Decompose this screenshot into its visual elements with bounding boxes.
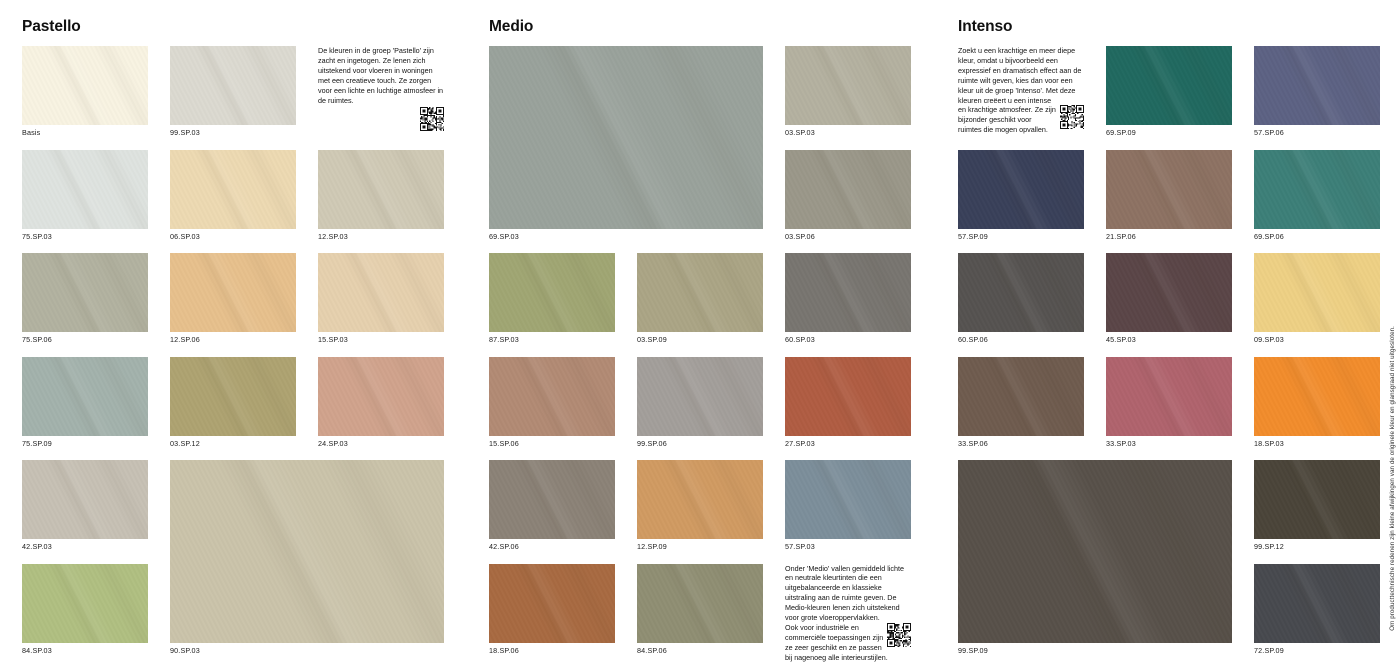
swatch-cell [1106,150,1232,241]
swatch-label: 09.SP.03 [1254,335,1284,344]
color-swatch [785,357,911,436]
swatch-cell [785,46,911,137]
color-swatch [489,253,615,332]
swatch-cell [1106,253,1232,344]
color-swatch [958,357,1084,436]
swatch-label: 84.SP.03 [22,645,52,655]
swatch-label: 12.SP.03 [318,231,348,241]
swatch-cell [958,357,1084,448]
intenso-description-text: Zoekt u een krachtige en meer diepe kleur, omdat u bijvoorbeeld een expressief en dramatisch effect aan de ruimte wilt geven, kies dan voor een kleur uit de groep 'Intenso'. Met deze kleuren creëert u een intense en krachtige atmosfeer. Ze zijn bijzonder geschikt voor ruimtes die mogen opvallen. [958,46,1084,135]
swatch-label: 03.SP.09 [637,335,667,344]
swatch-label: 42.SP.06 [489,542,519,551]
color-swatch [1106,150,1232,229]
swatch-label: 99.SP.09 [958,645,988,655]
color-swatch [22,46,148,125]
swatch-cell [1254,46,1380,137]
swatch-cell [1106,357,1232,448]
swatch-cell [785,150,911,241]
swatch-label: 15.SP.06 [489,438,519,448]
swatch-label: 33.SP.03 [1106,438,1136,448]
section-title-medio: Medio [489,18,534,35]
swatch-cell [22,253,148,344]
swatch-label: 18.SP.06 [489,645,519,655]
qr-code-icon [887,623,911,647]
pastello-swatch-grid [22,46,444,655]
color-swatch [785,460,911,539]
color-swatch [1254,150,1380,229]
swatch-cell [785,460,911,551]
color-swatch [318,150,444,229]
swatch-label: 69.SP.09 [1106,128,1136,137]
swatch-label: 03.SP.03 [785,128,815,137]
swatch-label: 69.SP.06 [1254,231,1284,241]
swatch-cell [22,150,148,241]
swatch-cell [318,253,444,344]
swatch-cell [318,357,444,448]
color-swatch [170,357,296,436]
intenso-swatch-grid [958,46,1380,655]
swatch-cell [170,253,296,344]
color-swatch [637,564,763,643]
swatch-cell [1254,253,1380,344]
color-swatch [785,253,911,332]
swatch-cell [785,253,911,344]
swatch-cell [489,253,615,344]
color-swatch [489,357,615,436]
swatch-label: 60.SP.03 [785,335,815,344]
swatch-cell-large [958,460,1232,655]
swatch-label: 75.SP.06 [22,335,52,344]
color-swatch [318,253,444,332]
swatch-label: 57.SP.09 [958,231,988,241]
pastello-description-text: De kleuren in de groep 'Pastello' zijn zacht en ingetogen. Ze lenen zich uitstekend voor vloeren in woningen met een creatieve touch. Ze zorgen voor een lichte en luchtige atmosfeer in de ruimtes. [318,46,444,105]
swatch-cell [1254,460,1380,551]
color-swatch [637,253,763,332]
swatch-cell [170,357,296,448]
swatch-cell [489,460,615,551]
swatch-cell [170,150,296,241]
color-swatch [958,460,1232,643]
swatch-label: 69.SP.03 [489,231,519,241]
color-swatch [1106,357,1232,436]
swatch-label: 84.SP.06 [637,645,667,655]
medio-description-text: Onder 'Medio' vallen gemiddeld lichte en neutrale kleurtinten die een uitgebalanceerde en klassieke uitstraling aan de ruimte geven. De Medio-kleuren lenen zich uitstekend voor grote vloeroppervlakken. Ook voor industriële en commerciële toepassingen zijn ze zeer geschikt en ze passen bij nagenoeg alle interieurstijlen. [785,564,911,663]
color-swatch [489,460,615,539]
color-swatch [22,460,148,539]
color-swatch [637,460,763,539]
color-swatch [1254,253,1380,332]
color-swatch [1254,357,1380,436]
medio-swatch-grid [489,46,911,662]
color-swatch [22,150,148,229]
color-swatch [958,253,1084,332]
swatch-cell [1254,150,1380,241]
swatch-label: 45.SP.03 [1106,335,1136,344]
color-swatch [489,46,763,229]
swatch-cell [785,357,911,448]
color-swatch [1106,46,1232,125]
swatch-label: 21.SP.06 [1106,231,1136,241]
color-swatch [489,564,615,643]
swatch-cell [958,150,1084,241]
swatch-cell [1254,357,1380,448]
swatch-label: 57.SP.06 [1254,128,1284,137]
color-swatch [22,357,148,436]
color-swatch [637,357,763,436]
swatch-label: 03.SP.06 [785,231,815,241]
qr-code-icon [1060,105,1084,129]
swatch-label: 99.SP.03 [170,128,200,137]
section-title-pastello: Pastello [22,18,81,35]
color-swatch [785,150,911,229]
swatch-label: 75.SP.03 [22,231,52,241]
swatch-cell [637,357,763,448]
color-swatch [1106,253,1232,332]
section-title-intenso: Intenso [958,18,1013,35]
swatch-cell [22,564,148,655]
color-swatch [170,460,444,643]
medio-description-block [785,563,911,662]
swatch-label: 24.SP.03 [318,438,348,448]
pastello-description-block [318,46,444,125]
swatch-label: 75.SP.09 [22,438,52,448]
footnote-vertical-text: Om producttechnische redenen zijn kleine afwijkingen van de originele kleur en glansgraad niet uitgesloten. [1389,326,1396,631]
swatch-cell-large [489,46,763,241]
swatch-cell [637,253,763,344]
swatch-label: 60.SP.06 [958,335,988,344]
color-swatch [1254,564,1380,643]
swatch-label: Basis [22,128,41,137]
swatch-label: 99.SP.06 [637,438,667,448]
swatch-label: 99.SP.12 [1254,542,1284,551]
swatch-cell [170,46,296,137]
swatch-cell [637,564,763,655]
color-swatch [170,253,296,332]
color-swatch [22,253,148,332]
swatch-label: 15.SP.03 [318,335,348,344]
qr-code-icon [420,107,444,131]
swatch-label: 12.SP.06 [170,335,200,344]
swatch-label: 27.SP.03 [785,438,815,448]
swatch-cell-large [170,460,444,655]
swatch-label: 87.SP.03 [489,335,519,344]
swatch-label: 33.SP.06 [958,438,988,448]
swatch-label: 57.SP.03 [785,542,815,551]
swatch-label: 03.SP.12 [170,438,200,448]
swatch-label: 90.SP.03 [170,645,200,655]
swatch-cell [22,46,148,137]
color-swatch [318,357,444,436]
swatch-cell [958,253,1084,344]
swatch-label: 06.SP.03 [170,231,200,241]
swatch-cell [22,460,148,551]
swatch-label: 18.SP.03 [1254,438,1284,448]
swatch-cell [22,357,148,448]
color-swatch [170,150,296,229]
color-swatch [170,46,296,125]
swatch-label: 42.SP.03 [22,542,52,551]
swatch-cell [637,460,763,551]
color-swatch [1254,46,1380,125]
intenso-description-block [958,46,1084,135]
color-swatch [1254,460,1380,539]
color-swatch [958,150,1084,229]
swatch-label: 72.SP.09 [1254,645,1284,655]
color-swatch [785,46,911,125]
color-swatch [22,564,148,643]
swatch-cell [318,150,444,241]
swatch-cell [1106,46,1232,137]
swatch-cell [489,564,615,655]
swatch-cell [489,357,615,448]
swatch-cell [1254,564,1380,655]
swatch-label: 12.SP.09 [637,542,667,551]
